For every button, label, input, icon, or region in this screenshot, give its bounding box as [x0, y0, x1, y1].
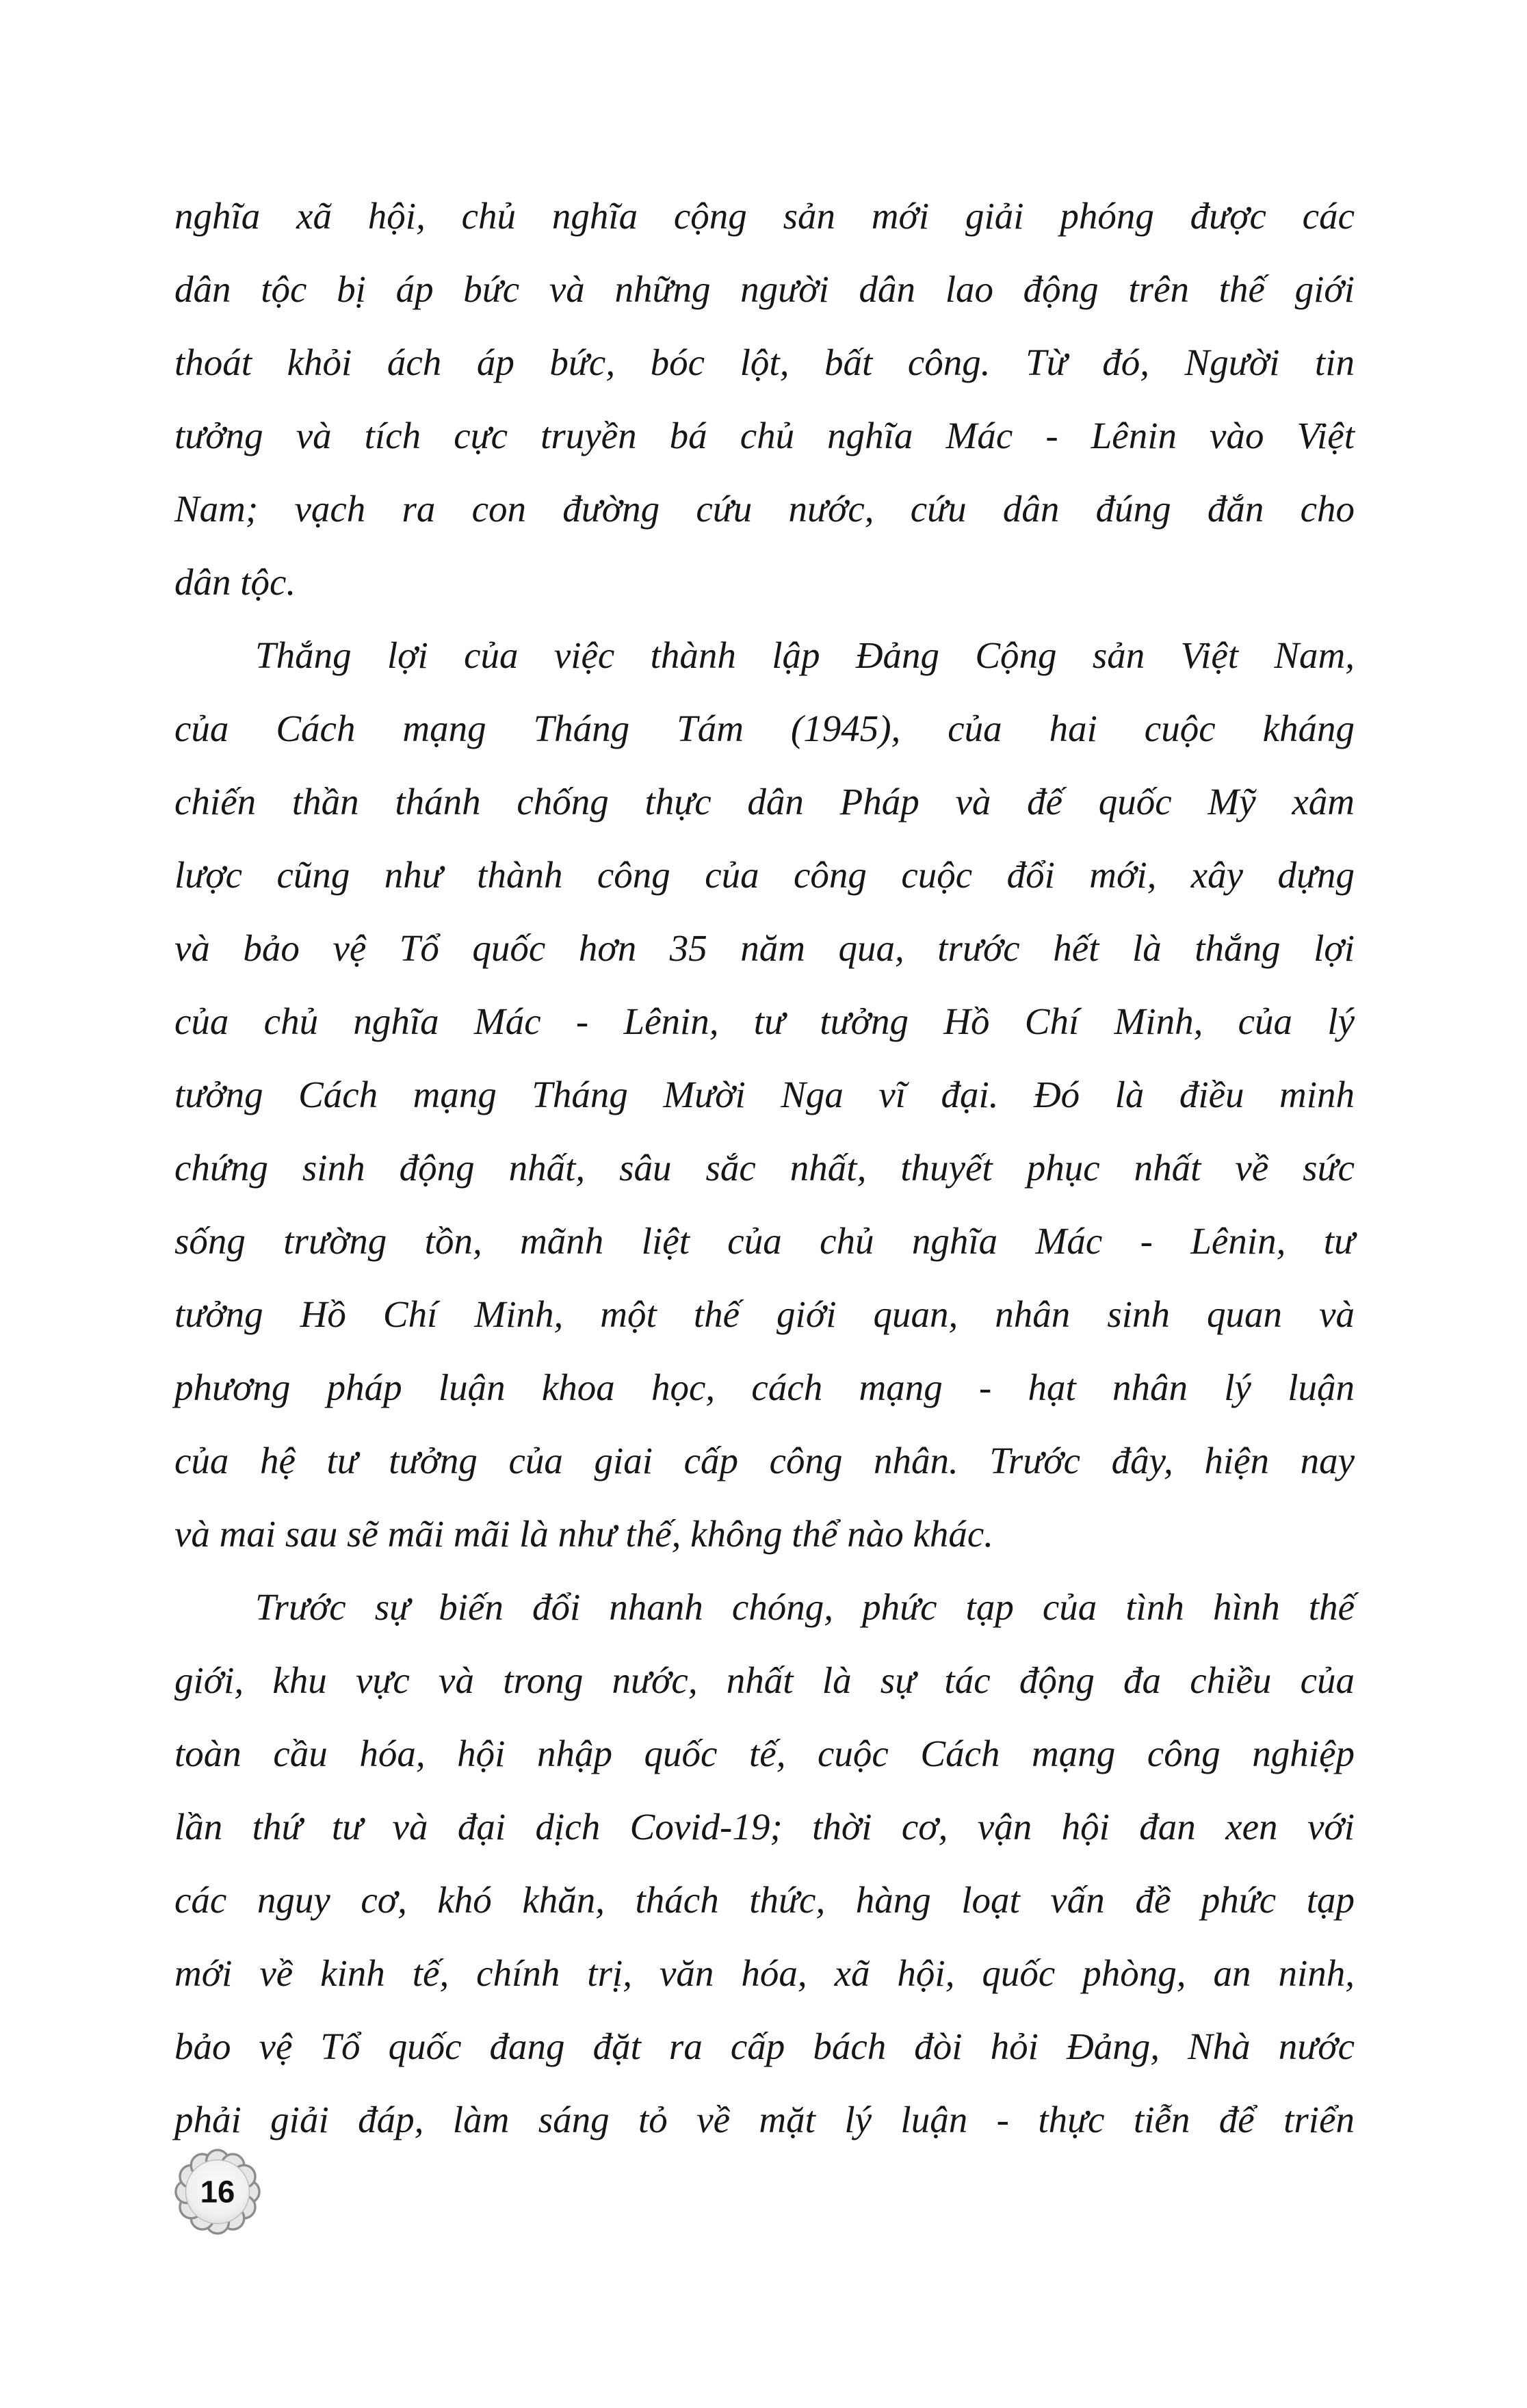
paragraph-3 — [174, 1570, 1355, 2156]
scalloped-seal-icon — [174, 2149, 261, 2235]
paragraph-1 — [174, 179, 1355, 619]
text-line: lần thứ tư và đại dịch Covid-19; thời cơ, vận hội đan xen với — [174, 1806, 1355, 1848]
body-text — [174, 179, 1355, 2156]
text-line: của Cách mạng Tháng Tám (1945), của hai cuộc kháng — [174, 708, 1355, 749]
text-line: tưởng và tích cực truyền bá chủ nghĩa Mác - Lênin vào Việt — [174, 415, 1355, 456]
text-line: nghĩa xã hội, chủ nghĩa cộng sản mới giải phóng được các — [174, 195, 1355, 237]
text-line: Nam; vạch ra con đường cứu nước, cứu dân đúng đắn cho — [174, 488, 1355, 530]
page-number: 16 — [200, 2174, 235, 2210]
text-line: tưởng Cách mạng Tháng Mười Nga vĩ đại. Đó là điều minh — [174, 1074, 1355, 1115]
text-line: dân tộc bị áp bức và những người dân lao động trên thế giới — [174, 268, 1355, 310]
text-line: Trước sự biến đổi nhanh chóng, phức tạp của tình hình thế — [255, 1586, 1355, 1628]
text-line: tưởng Hồ Chí Minh, một thế giới quan, nhân sinh quan và — [174, 1293, 1355, 1335]
text-line: của hệ tư tưởng của giai cấp công nhân. Trước đây, hiện nay — [174, 1440, 1355, 1481]
text-line: phải giải đáp, làm sáng tỏ về mặt lý luận - thực tiễn để triển — [174, 2099, 1355, 2140]
text-line: bảo vệ Tổ quốc đang đặt ra cấp bách đòi hỏi Đảng, Nhà nước — [174, 2025, 1355, 2067]
text-line: phương pháp luận khoa học, cách mạng - hạt nhân lý luận — [174, 1367, 1355, 1408]
text-line: thoát khỏi ách áp bức, bóc lột, bất công. Từ đó, Người tin — [174, 341, 1355, 383]
text-line: Thắng lợi của việc thành lập Đảng Cộng sản Việt Nam, — [255, 634, 1355, 676]
page-number-badge — [174, 2149, 261, 2235]
text-line: chiến thần thánh chống thực dân Pháp và đế quốc Mỹ xâm — [174, 781, 1355, 823]
text-line: chứng sinh động nhất, sâu sắc nhất, thuyết phục nhất về sức — [174, 1147, 1355, 1189]
text-line: các nguy cơ, khó khăn, thách thức, hàng loạt vấn đề phức tạp — [174, 1879, 1355, 1921]
text-line: toàn cầu hóa, hội nhập quốc tế, cuộc Cách mạng công nghiệp — [174, 1733, 1355, 1774]
text-line: và mai sau sẽ mãi mãi là như thế, không thể nào khác. — [174, 1513, 994, 1555]
text-line: sống trường tồn, mãnh liệt của chủ nghĩa Mác - Lênin, tư — [174, 1220, 1355, 1262]
text-line: giới, khu vực và trong nước, nhất là sự tác động đa chiều của — [174, 1659, 1355, 1701]
paragraph-2 — [174, 619, 1355, 1570]
text-line: lược cũng như thành công của công cuộc đổi mới, xây dựng — [174, 854, 1355, 896]
text-line: của chủ nghĩa Mác - Lênin, tư tưởng Hồ Chí Minh, của lý — [174, 1000, 1355, 1042]
text-line: mới về kinh tế, chính trị, văn hóa, xã hội, quốc phòng, an ninh, — [174, 1952, 1355, 1994]
text-line: và bảo vệ Tổ quốc hơn 35 năm qua, trước hết là thắng lợi — [174, 927, 1355, 969]
text-line: dân tộc. — [174, 561, 296, 603]
